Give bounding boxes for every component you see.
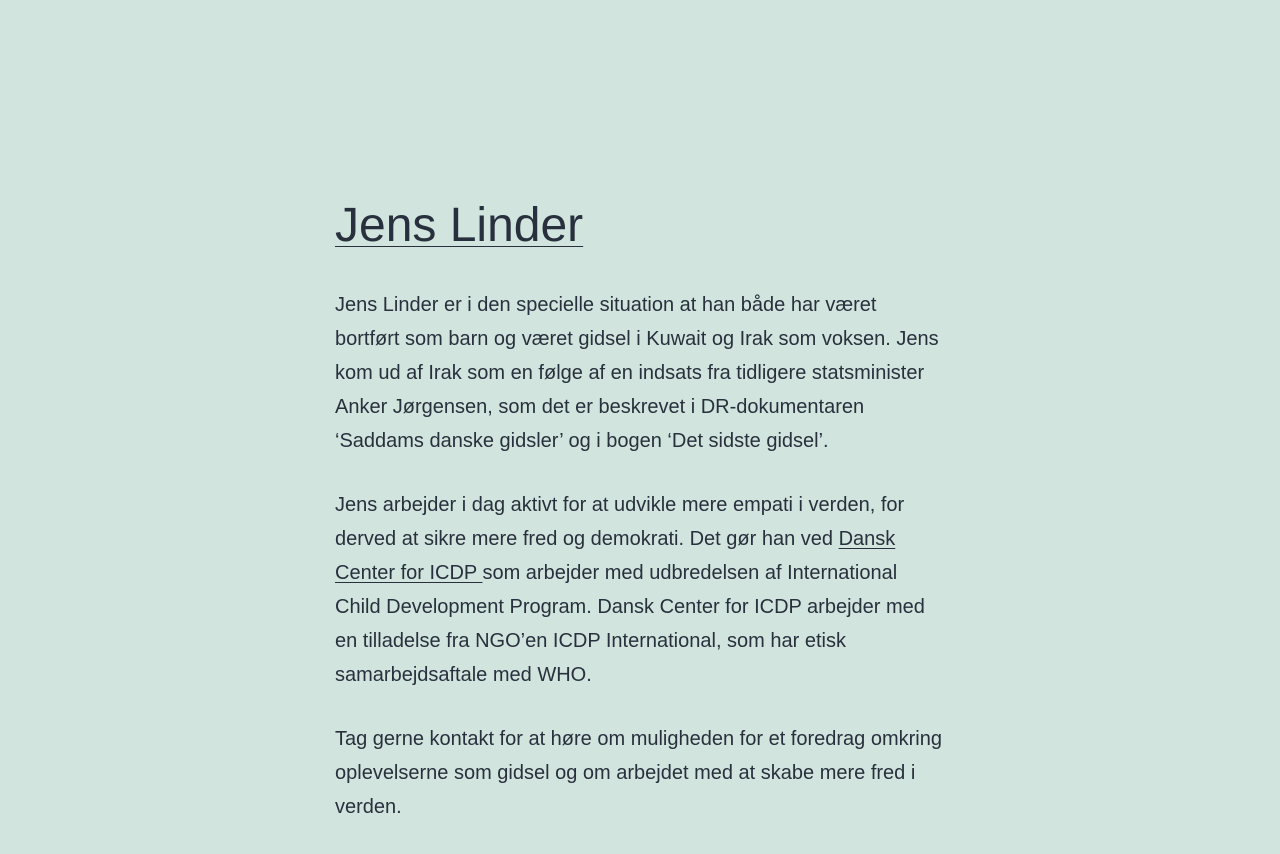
entry-content <box>335 288 945 854</box>
paragraph-work-text-after: som arbejder med udbredelsen af International Child Development Program. Dansk Center for ICDP arbejder med en tilladelse fra NGO’en ICDP International, som har etisk samarbejdsaftale med WHO. <box>335 562 925 686</box>
paragraph-intro: Jens Linder er i den specielle situation at han både har været bortført som barn og været gidsel i Kuwait og Irak som voksen. Jens kom ud af Irak som en følge af en indsats fra tidligere statsminister Anker Jørgensen, som det er beskrevet i DR-dokumentaren ‘Saddams danske gidsler’ og i bogen ‘Det sidste gidsel’. <box>335 294 939 452</box>
paragraph-contact: Tag gerne kontakt for at høre om muligheden for et foredrag omkring oplevelserne som gidsel og om arbejdet med at skabe mere fred i verden. <box>335 728 942 818</box>
page-title <box>335 196 583 256</box>
paragraph-work <box>335 488 945 692</box>
page-title-link[interactable]: Jens Linder <box>335 199 584 252</box>
icdp-link[interactable]: Dansk Center for ICDP <box>335 528 896 584</box>
paragraph-work-text-before: Jens arbejder i dag aktivt for at udvikle mere empati i verden, for derved at sikre mere fred og demokrati. Det gør han ved <box>335 494 905 550</box>
